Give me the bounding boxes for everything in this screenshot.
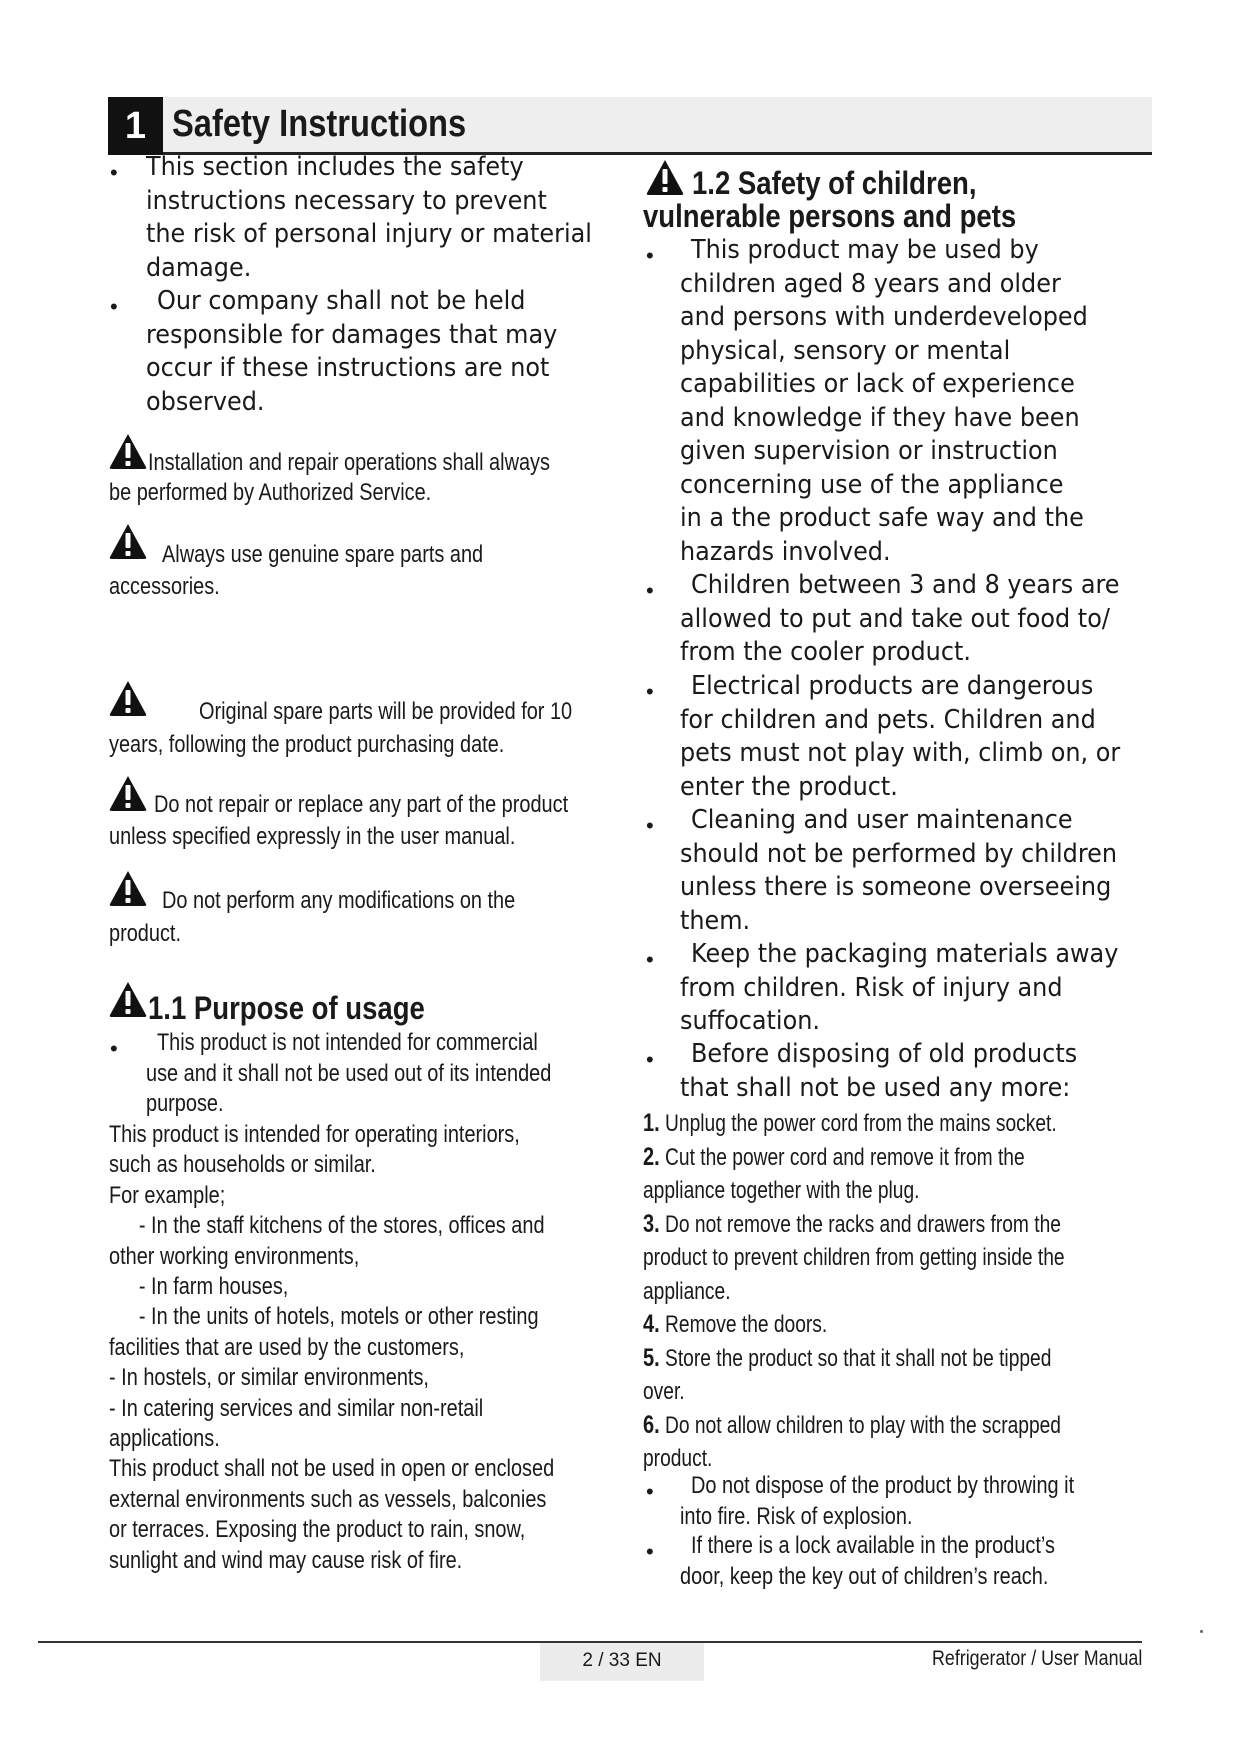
warning-icon <box>108 432 148 470</box>
step-5: 5. Store the product so that it shall not be tipped <box>643 1343 1052 1372</box>
section-title: Safety Instructions <box>172 103 467 145</box>
warning-text-2b: accessories. <box>109 573 220 600</box>
final-bullet-2-line2: door, keep the key out of children’s reach. <box>680 1562 1049 1590</box>
warning-icon <box>108 774 148 812</box>
intro-bullet-2: Our company shall not be held <box>157 286 526 316</box>
warning-icon <box>108 869 148 907</box>
warning-text-1b: be performed by Authorized Service. <box>109 479 432 506</box>
intro-bullet-1: This section includes the safety instructions necessary to prevent the risk of personal injury or material damage. <box>146 152 592 283</box>
purpose-bullet-line1: This product is not intended for commercial <box>157 1029 538 1056</box>
warning-text-5b: product. <box>109 920 181 947</box>
children-heading-line2: vulnerable persons and pets <box>643 198 1017 234</box>
children-bullet-4: should not be performed by children unless there is someone overseeing them. <box>680 838 1118 936</box>
children-bullet-3-line1: Electrical products are dangerous <box>691 671 1094 701</box>
step-2: 2. Cut the power cord and remove it from the <box>643 1142 1025 1171</box>
children-bullet-2-line1: Children between 3 and 8 years are <box>691 570 1120 600</box>
children-bullet-6-line1: Before disposing of old products <box>691 1039 1078 1069</box>
warning-text-4b: unless specified expressly in the user manual. <box>109 823 516 850</box>
intro-bullet-2-cont: responsible for damages that may occur if these instructions are not observed. <box>146 319 558 417</box>
step-4: 4. Remove the doors. <box>643 1310 828 1338</box>
warning-text-2a: Always use genuine spare parts and <box>162 541 484 568</box>
children-bullet-4-line1: Cleaning and user maintenance <box>691 805 1073 835</box>
bullet-dot: • <box>110 294 118 319</box>
warning-icon <box>108 679 148 717</box>
purpose-text: This product is intended for operating interiors, such as households or similar. For example; - In the staff kitchens of the stores, offices and other working environments, - In farm houses, - In the units of hotels, motels or other resting facilities that are used by the customers, - In hostels, or similar environments, - In catering services and similar non-retail applications. This product shall not be used in open or enclosed external environments such as vessels, balconies or terraces. Exposing the product to rain, snow, sunlight and wind may cause risk of fire. <box>109 1121 555 1574</box>
bullet-dot: • <box>646 1539 654 1564</box>
warning-icon <box>108 980 148 1018</box>
children-bullet-5: from children. Risk of injury and suffocation. <box>680 972 1063 1036</box>
step-1: 1. Unplug the power cord from the mains socket. <box>643 1109 1057 1137</box>
children-bullet-1-line1: This product may be used by <box>691 235 1039 265</box>
warning-text-1a: Installation and repair operations shall always <box>148 449 550 476</box>
children-bullet-3: for children and pets. Children and pets must not play with, climb on, or enter the product. <box>680 704 1121 802</box>
children-bullet-5-line1: Keep the packaging materials away <box>691 939 1119 969</box>
bullet-dot: • <box>110 1036 118 1061</box>
final-bullet-1-line2: into fire. Risk of explosion. <box>680 1502 913 1530</box>
page-number: 2 / 33 EN <box>582 1650 662 1671</box>
footer-document-title: Refrigerator / User Manual <box>932 1647 1143 1670</box>
bullet-dot: • <box>646 578 654 603</box>
bullet-dot: • <box>646 1047 654 1072</box>
bullet-dot: • <box>110 160 118 185</box>
children-bullet-2: allowed to put and take out food to/ from the cooler product. <box>680 603 1110 667</box>
warning-text-3b: years, following the product purchasing date. <box>109 731 505 758</box>
purpose-bullet-cont: use and it shall not be used out of its intended purpose. <box>146 1059 552 1118</box>
bullet-dot: • <box>646 1479 654 1504</box>
bullet-dot: • <box>646 679 654 704</box>
warning-text-5a: Do not perform any modifications on the <box>162 887 516 914</box>
page-dot <box>1200 1630 1203 1633</box>
final-bullet-1-line1: Do not dispose of the product by throwing it <box>691 1472 1075 1499</box>
children-heading-line1: 1.2 Safety of children, <box>692 165 977 201</box>
step-3: 3. Do not remove the racks and drawers from the <box>643 1209 1061 1238</box>
section-number: 1 <box>108 97 163 155</box>
bullet-dot: • <box>646 813 654 838</box>
step-6: 6. Do not allow children to play with the scrapped <box>643 1410 1061 1439</box>
warning-text-4a: Do not repair or replace any part of the product <box>154 791 569 818</box>
disposal-steps: 1. Unplug the power cord from the mains socket. 2. Cut the power cord and remove it from the appliance together with the plug. 3. Do not remove the racks and drawers from the product to prevent children from getting inside the appliance. 4. Remove the doors. 5. Store the product so that it shall not be tipped over. 6. Do not allow children to play with the scrapped product. <box>643 1109 1065 1472</box>
bullet-dot: • <box>646 947 654 972</box>
final-bullet-2-line1: If there is a lock available in the product’s <box>691 1532 1055 1559</box>
bullet-dot: • <box>646 243 654 268</box>
warning-icon <box>645 158 685 196</box>
children-bullet-1: children aged 8 years and older and persons with underdeveloped physical, sensory or mental capabilities or lack of experience and knowledge if they have been given supervision or instruction concerning use of the appliance in a the product safe way and the hazards involved. <box>680 268 1088 567</box>
children-bullet-6: that shall not be used any more: <box>680 1072 1071 1103</box>
warning-text-3a: Original spare parts will be provided for 10 <box>199 698 573 725</box>
purpose-heading: 1.1 Purpose of usage <box>148 990 425 1026</box>
warning-icon <box>108 522 148 560</box>
